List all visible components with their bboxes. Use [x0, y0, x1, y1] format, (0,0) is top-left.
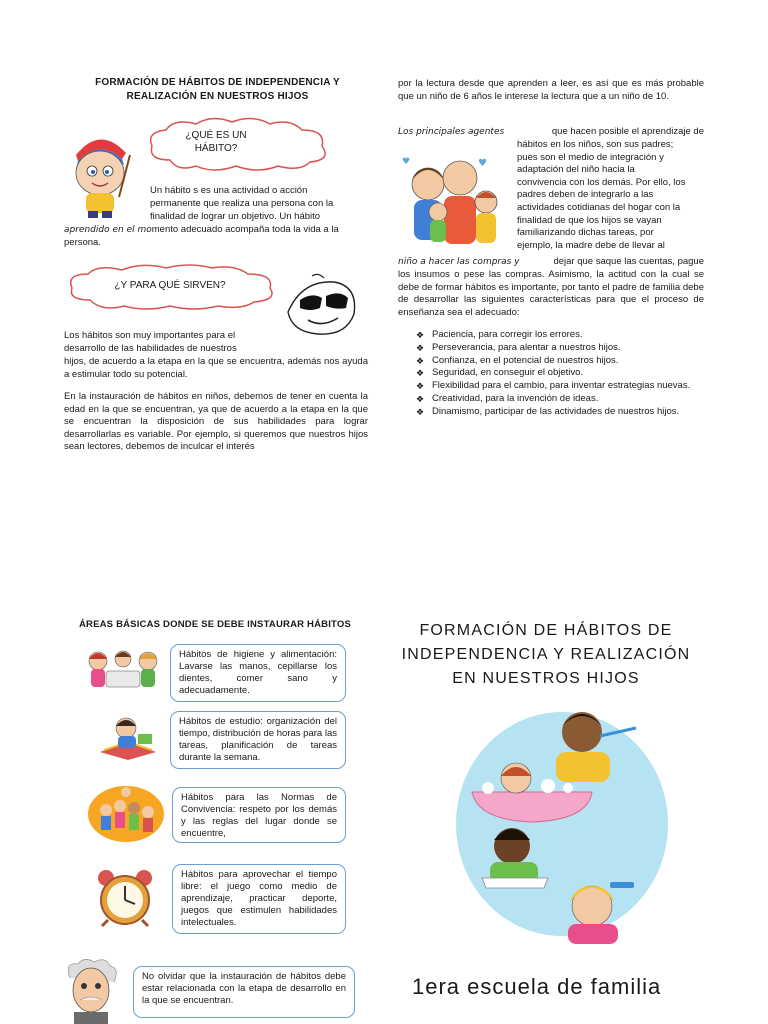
bullet-icon: ❖ [416, 355, 425, 366]
bullet-icon: ❖ [416, 330, 425, 340]
list-item-text: Flexibilidad para el cambio, para inventar estrategias nuevas. [432, 380, 691, 392]
list-item [414, 406, 704, 419]
cloud-what-is-habit: ¿QUÉ ES UN HÁBITO? [185, 130, 247, 154]
cover-title-line: EN NUESTROS HIJOS [452, 670, 640, 687]
title-line: REALIZACIÓN EN NUESTROS HIJOS [126, 91, 309, 102]
agents-lines [517, 139, 704, 252]
list-item [414, 329, 704, 342]
cover-title-line: INDEPENDENCIA Y REALIZACIÓN [401, 646, 691, 663]
agents-line: convivencia con los demás. Por ello, los [517, 176, 686, 188]
school-title: 1era escuela de familia [412, 974, 662, 999]
sunglasses-cartoon-illustration [282, 272, 362, 342]
reminder-box: No olvidar que la instauración de hábitos debe estar relacionada con la etapa de desarrollo en la que se encuentran. [133, 966, 355, 1018]
habit-definition-line: permanente que realiza una persona con la [150, 198, 334, 209]
boy-cartoon-illustration [64, 125, 136, 220]
children-habits-cover-illustration [452, 702, 672, 944]
list-item-text: Dinamismo, participar de las actividades de nuestros hijos. [432, 405, 680, 417]
list-item-text: Paciencia, para corregir los errores. [432, 329, 583, 340]
bullet-icon: ❖ [416, 381, 425, 392]
intro-paragraph: por la lectura desde que aprenden a leer, es así que es más probable que un niño de 6 años le interese la lectura que a un niño de 10. [398, 78, 704, 102]
bullet-icon: ❖ [416, 393, 425, 404]
text-span: dejar que saque las cuentas, pague [553, 256, 704, 267]
agents-line: pues son el medio de integración y [517, 151, 664, 163]
cloud-what-for: ¿Y PARA QUÉ SIRVEN? [114, 280, 226, 291]
list-item [414, 342, 704, 355]
text-span: mento adecuado acompaña toda la vida a la [151, 224, 339, 235]
list-item [414, 393, 704, 406]
habit-definition-line: finalidad de lograr un objetivo. Un hábito [150, 211, 321, 222]
child-studying-illustration [94, 714, 160, 762]
agents-hand-line [398, 256, 704, 269]
alarm-clock-icon [92, 868, 158, 928]
handwritten-text: niño a hacer las compras y [398, 257, 520, 267]
agents-tail: los insumos o pese las compras. Asimismo, la actitud con la cual se debe de formar hábitos es importante, por tanto el padre de familia debe de desarrollar las siguientes características para que el proceso de enseñanza sea el adecuado: [398, 269, 704, 318]
list-item-text: Confianza, en el potencial de nuestros hijos. [432, 354, 619, 366]
list-item-text: Perseverancia, para alentar a nuestros hijos. [432, 341, 621, 353]
kids-washing-illustration [84, 645, 162, 693]
habit-box-coexistence: Hábitos para las Normas de Convivencia: respeto por los demás y las reglas del lugar donde se encuentre, [172, 787, 346, 843]
list-item [414, 367, 704, 380]
agents-line: familiarizando dichas tareas, por [517, 227, 654, 239]
habit-box-study: Hábitos de estudio: organización del tiempo, distribución de horas para las tareas, planificación de tareas durante la semana. [170, 711, 346, 769]
kids-group-illustration [86, 784, 166, 844]
habit-definition-line [64, 224, 368, 237]
cover-title [396, 619, 696, 691]
habit-definition-line: Un hábito s es una actividad o acción [150, 185, 308, 196]
areas-title: ÁREAS BÁSICAS DONDE SE DEBE INSTAURAR HÁBITOS [78, 619, 352, 630]
list-item [414, 380, 704, 393]
handwritten-text: aprendido en el mo [64, 225, 152, 235]
bullet-icon: ❖ [416, 342, 425, 353]
handwritten-text: Los principales agentes [398, 127, 505, 137]
habit-definition-line: persona. [64, 237, 101, 248]
para1-line: Los hábitos son muy importantes para el [64, 330, 236, 341]
para2: En la instauración de hábitos en niños, debemos de tener en cuenta la edad en la que se encuentran, ya que de acuerdo a la etapa en la que se encuentran la disposición de sus habilidades para lograr desarrollarlas es variable. Por ejemplo, si queremos que nuestros hijos sean lectores, debemos de inculcar el interés [64, 391, 368, 453]
habit-box-hygiene: Hábitos de higiene y alimentación: Lavarse las manos, cepillarse los dientes, comer sano y adecuadamente. [170, 644, 346, 702]
family-cartoon-illustration [398, 150, 508, 252]
old-man-cartoon-illustration [64, 958, 118, 1024]
list-item-text: Creatividad, para la invención de ideas. [432, 392, 599, 404]
top-left-title [70, 76, 365, 104]
characteristics-list [414, 329, 704, 419]
agents-line: hábitos en los niños, son sus padres; [517, 139, 674, 150]
agents-line: actividades cotidianas del hogar con la [517, 201, 681, 213]
title-line: FORMACIÓN DE HÁBITOS DE INDEPENDENCIA Y [95, 77, 340, 88]
agents-line: adaptación del niño hacia la [517, 164, 635, 176]
para1-line: desarrollo de las habilidades de nuestros [64, 343, 237, 354]
cover-title-line: FORMACIÓN DE HÁBITOS DE [419, 622, 673, 639]
agents-line: padres deben de integrarlo a las [517, 189, 654, 201]
agents-line: finalidad de que los hijos se vayan [517, 214, 662, 226]
svg-text:♥: ♥ [478, 158, 487, 169]
list-item-text: Seguridad, en conseguir el objetivo. [432, 367, 584, 379]
list-item [414, 355, 704, 368]
para1-rest: hijos, de acuerdo a la etapa en la que se encuentra, además nos ayuda a estimular todo su potencial. [64, 356, 368, 380]
svg-text:♥: ♥ [402, 157, 411, 167]
text-span: que hacen posible el aprendizaje de [551, 126, 704, 137]
agents-line: ejemplo, la madre debe de llevar al [517, 239, 665, 251]
bullet-icon: ❖ [416, 406, 425, 417]
agents-first-line [398, 126, 704, 139]
habit-box-free-time: Hábitos para aprovechar el tiempo libre: el juego como medio de aprendizaje, practicar deporte, juegos que estimulen habilidades intelectuales. [172, 864, 346, 934]
bullet-icon: ❖ [416, 368, 425, 379]
